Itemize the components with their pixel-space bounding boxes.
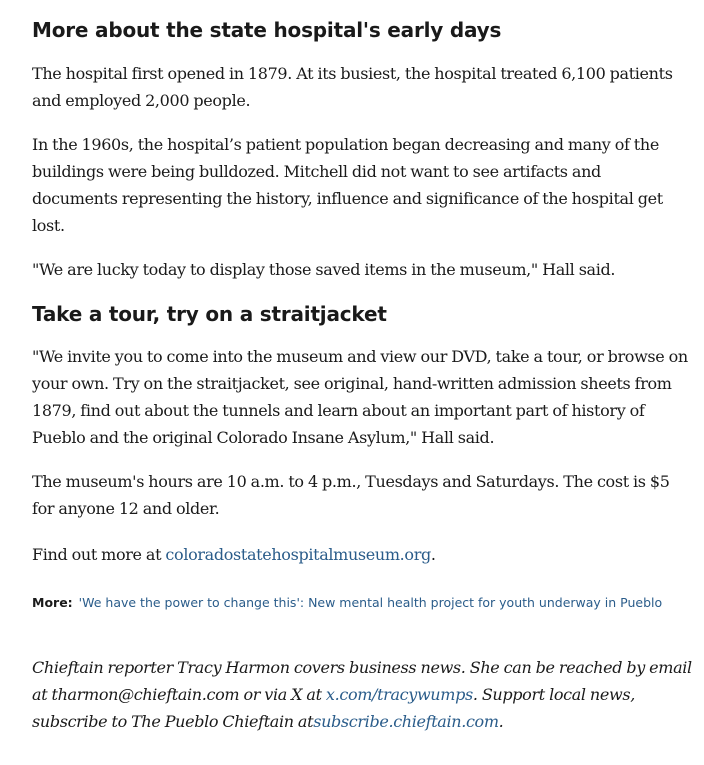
paragraph-quote-lucky: "We are lucky today to display those saved items in the museum," Hall said. [32, 260, 616, 279]
section-heading-early-days: More about the state hospital's early days [32, 18, 502, 42]
paragraph-1960s: In the 1960s, the hospital’s patient population began decreasing and many of the buildings were being bulldozed. Mitchell did not want to see artifacts and documents representing the history, influence and significance of the hospital get lost. [32, 135, 663, 235]
paragraph-find-out-more [32, 541, 688, 568]
author-tagline [32, 654, 692, 735]
find-prefix: Find out more at [32, 545, 166, 564]
paragraph-opening: The hospital first opened in 1879. At its busiest, the hospital treated 6,100 patients and employed 2,000 people. [32, 64, 673, 110]
more-related-link-block [32, 591, 682, 614]
section-heading-tour: Take a tour, try on a straitjacket [32, 302, 387, 326]
paragraph-hours: The museum's hours are 10 a.m. to 4 p.m., Tuesdays and Saturdays. The cost is $5 for anyone 12 and older. [32, 472, 670, 518]
related-article-link[interactable]: 'We have the power to change this': New mental health project for youth underway in Pueblo [78, 595, 663, 610]
x-profile-link[interactable]: x.com/tracywumps [325, 685, 473, 704]
tagline-text-3: . [498, 712, 504, 731]
tagline-text-2: . Support local news, subscribe to The Pueblo Chieftain at [32, 685, 635, 731]
more-label: More: [32, 595, 73, 610]
subscribe-link[interactable]: subscribe.chieftain.com [313, 712, 499, 731]
tagline-text-1: Chieftain reporter Tracy Harmon covers business news. She can be reached by email at tharmon@chieftain.com or via X at [32, 658, 692, 704]
paragraph-quote-invite: "We invite you to come into the museum and view our DVD, take a tour, or browse on your own. Try on the straitjacket, see original, hand-written admission sheets from 1879, find out about the tunnels and learn about an important part of history of Pueblo and the original Colorado Insane Asylum," Hall said. [32, 347, 688, 447]
museum-website-link[interactable]: coloradostatehospitalmuseum.org [165, 545, 431, 564]
find-suffix: . [430, 545, 436, 564]
